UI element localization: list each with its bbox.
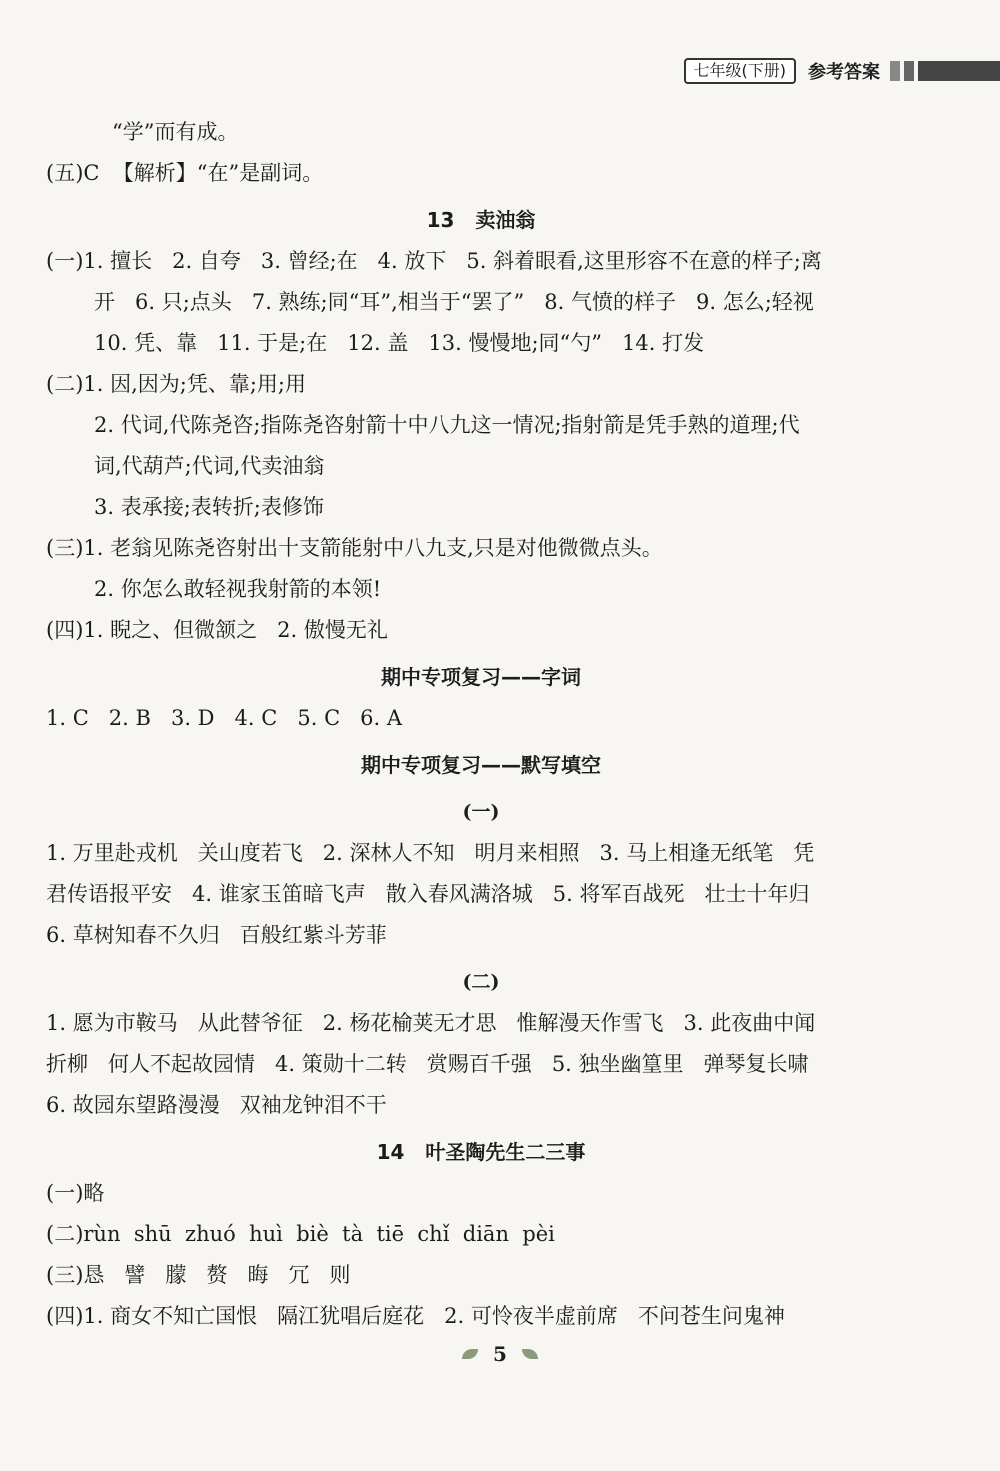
answer-line: 6. 故园东望路漫漫 双袖龙钟泪不干 [46,1093,387,1117]
header-bar [890,61,900,81]
answer-line: 6. 草树知春不久归 百般红紫斗芳菲 [46,923,387,947]
answer-line: (一)略 [46,1181,105,1205]
answer-line: (三)恳 譬 朦 赘 晦 冗 则 [46,1263,351,1287]
answer-line: (一)1. 擅长 2. 自夸 3. 曾经;在 4. 放下 5. 斜着眼看,这里形容不在意的样子;离 [46,249,822,273]
page-number: 5 [493,1342,507,1366]
section-title: 14 叶圣陶先生二三事 [376,1140,586,1164]
subsection-title: (一) [462,801,500,823]
answer-line: 君传语报平安 4. 谁家玉笛暗飞声 散入春风满洛城 5. 将军百战死 壮士十年归 [46,882,810,906]
answer-line: (五)C 【解析】“在”是副词。 [46,161,324,185]
answer-line: 3. 表承接;表转折;表修饰 [94,495,324,519]
header-bar [904,61,914,81]
section-title: 13 卖油翁 [426,208,536,232]
answer-line: 2. 你怎么敢轻视我射箭的本领! [94,577,382,601]
section-title: 期中专项复习——字词 [381,665,581,689]
section-title: 期中专项复习——默写填空 [361,753,601,777]
header-decoration [890,61,1000,81]
answer-line: (二)rùn shū zhuó huì biè tà tiē chǐ diān pèi [46,1222,555,1246]
page-header [684,58,1000,84]
grade-label: 七年级(下册) [684,58,797,84]
answer-line: 10. 凭、靠 11. 于是;在 12. 盖 13. 慢慢地;同“勺” 14. 打发 [94,331,705,355]
answer-line: 折柳 何人不起故园情 4. 策勋十二转 赏赐百千强 5. 独坐幽篁里 弹琴复长啸 [46,1052,809,1076]
answer-line: (二)1. 因,因为;凭、靠;用;用 [46,372,306,396]
answers-label: 参考答案 [808,62,880,83]
answer-line: 词,代葫芦;代词,代卖油翁 [94,454,325,478]
leaf-icon [462,1349,478,1359]
page-footer [0,1342,1000,1366]
header-bar [918,61,1000,81]
answer-line: (三)1. 老翁见陈尧咨射出十支箭能射中八九支,只是对他微微点头。 [46,536,663,560]
subsection-title: (二) [462,971,500,993]
leaf-icon [522,1349,538,1359]
answer-line: “学”而有成。 [112,120,239,144]
answer-line: 开 6. 只;点头 7. 熟练;同“耳”,相当于“罢了” 8. 气愤的样子 9. 怎么;轻视 [94,290,814,314]
answer-line: 1. 万里赴戎机 关山度若飞 2. 深林人不知 明月来相照 3. 马上相逢无纸笔 凭 [46,841,815,865]
answer-line: (四)1. 睨之、但微颔之 2. 傲慢无礼 [46,618,388,642]
answer-line: 1. 愿为市鞍马 从此替爷征 2. 杨花榆荚无才思 惟解漫天作雪飞 3. 此夜曲中闻 [46,1011,816,1035]
answer-line: 1. C 2. B 3. D 4. C 5. C 6. A [46,706,403,730]
answer-line: 2. 代词,代陈尧咨;指陈尧咨射箭十中八九这一情况;指射箭是凭手熟的道理;代 [94,413,800,437]
answer-line: (四)1. 商女不知亡国恨 隔江犹唱后庭花 2. 可怜夜半虚前席 不问苍生问鬼神 [46,1304,785,1328]
answer-content [46,112,916,1337]
